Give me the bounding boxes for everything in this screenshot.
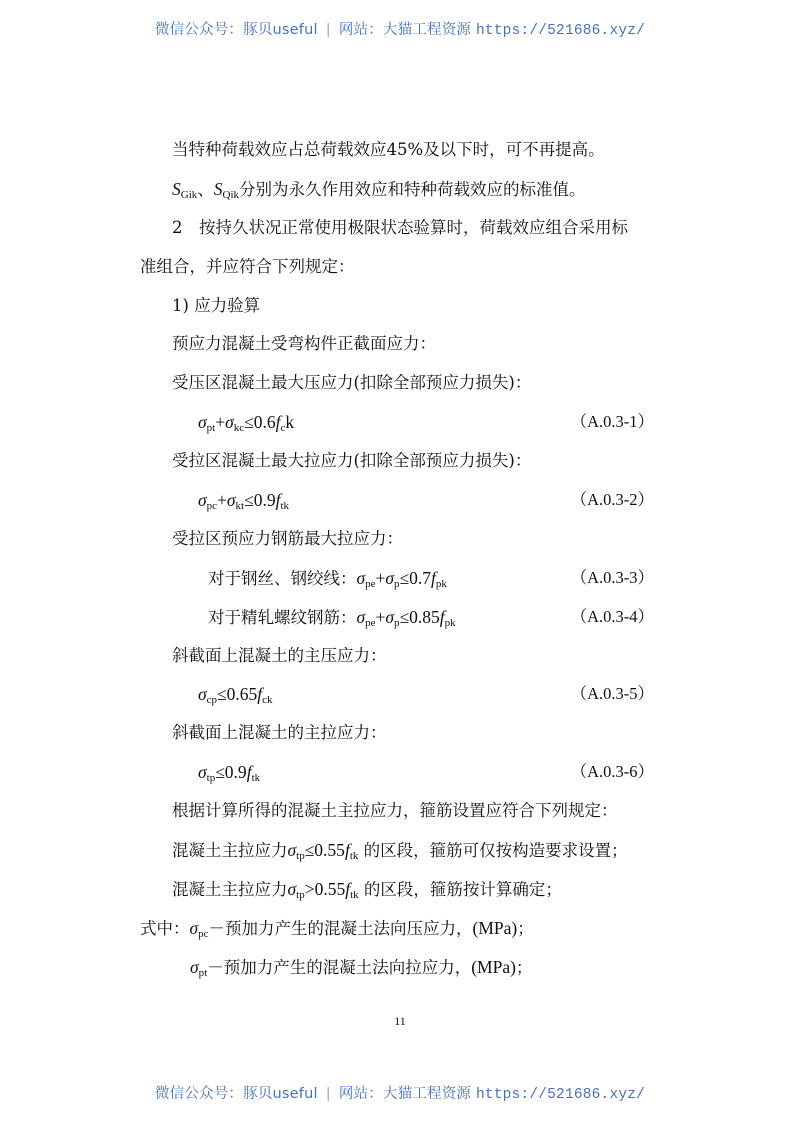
text-line bbox=[0, 714, 800, 753]
math-text: >0.55 bbox=[304, 878, 346, 899]
math-symbol bbox=[226, 490, 245, 513]
text-run: 混凝土主拉应力 bbox=[172, 841, 288, 861]
math-text: f bbox=[345, 878, 351, 899]
watermark-wechat: 微信公众号：豚贝useful bbox=[154, 22, 318, 38]
math-text: S bbox=[213, 178, 223, 199]
text-run: 预应力混凝土受弯构件正截面应力： bbox=[172, 334, 436, 354]
math-subscript: Gik bbox=[180, 188, 198, 201]
text-line bbox=[0, 520, 800, 559]
math-text: ≤0.65 bbox=[217, 684, 258, 705]
math-text: (MPa) bbox=[471, 956, 516, 977]
math-subscript: kc bbox=[233, 422, 245, 435]
text-line bbox=[0, 637, 800, 676]
text-run: 式中： bbox=[140, 918, 190, 938]
math-text: ≤0.85 bbox=[399, 606, 440, 627]
math-text: S bbox=[172, 178, 181, 199]
math-symbol bbox=[400, 568, 431, 588]
math-symbol bbox=[198, 762, 216, 785]
math-symbol bbox=[440, 607, 456, 627]
math-symbol bbox=[214, 179, 239, 199]
math-symbol bbox=[275, 412, 286, 435]
math-subscript: pe bbox=[365, 616, 376, 629]
math-text: + bbox=[217, 490, 227, 511]
text-line bbox=[0, 870, 800, 909]
math-text: σ bbox=[189, 917, 199, 938]
math-subscript: tp bbox=[296, 888, 305, 901]
math-subscript: pe bbox=[365, 577, 376, 590]
math-symbol bbox=[288, 879, 305, 899]
math-text: ≤0.9 bbox=[244, 490, 276, 511]
math-text: σ bbox=[356, 567, 366, 588]
math-symbol bbox=[172, 179, 197, 199]
math-text: σ bbox=[190, 956, 199, 977]
math-symbol bbox=[285, 412, 294, 432]
text-line bbox=[0, 170, 800, 209]
text-run: 受拉区预应力钢筋最大拉应力： bbox=[172, 528, 403, 548]
equation-number: （A.0.3-2） bbox=[570, 490, 654, 510]
math-text: (MPa) bbox=[472, 917, 518, 938]
document-body bbox=[0, 131, 800, 987]
math-subscript: tk bbox=[280, 500, 290, 513]
text-run: 准组合，并应符合下列规定： bbox=[140, 256, 355, 276]
math-symbol bbox=[344, 840, 359, 863]
text-line bbox=[0, 248, 800, 287]
math-symbol bbox=[246, 762, 261, 785]
watermark-separator: | bbox=[325, 1086, 331, 1102]
math-symbol bbox=[275, 490, 290, 513]
math-text: σ bbox=[198, 490, 207, 511]
math-text: σ bbox=[385, 606, 395, 627]
watermark-url: https://521686.xyz/ bbox=[475, 1087, 646, 1103]
text-line bbox=[0, 831, 800, 870]
math-text: σ bbox=[198, 412, 207, 433]
equation-number: （A.0.3-6） bbox=[570, 762, 654, 782]
math-text: k bbox=[285, 412, 295, 433]
math-text: σ bbox=[198, 684, 207, 705]
text-line bbox=[0, 287, 800, 326]
math-symbol bbox=[357, 568, 376, 588]
math-text: f bbox=[431, 567, 436, 588]
math-symbol bbox=[225, 412, 245, 435]
math-text: σ bbox=[287, 878, 297, 899]
equation-number: （A.0.3-3） bbox=[570, 567, 654, 587]
math-text: σ bbox=[225, 412, 234, 433]
math-symbol bbox=[376, 607, 386, 627]
math-symbol bbox=[287, 840, 305, 863]
text-run: 混凝土主拉应力 bbox=[172, 879, 288, 899]
watermark-site: 网站：大猫工程资源 bbox=[338, 1086, 472, 1102]
watermark-separator: | bbox=[325, 22, 331, 38]
math-text: σ bbox=[287, 840, 297, 861]
equation-number: （A.0.3-4） bbox=[570, 606, 654, 626]
text-run: －预加力产生的混凝土法向拉应力， bbox=[207, 957, 472, 977]
math-symbol bbox=[215, 412, 225, 432]
math-subscript: c bbox=[280, 422, 286, 435]
math-text: ≤0.55 bbox=[304, 840, 345, 861]
text-run: 对于精轧螺纹钢筋： bbox=[208, 607, 357, 627]
math-subscript: kt bbox=[235, 500, 245, 513]
text-run: 2 按持久状况正常使用极限状态验算时，荷载效应组合采用标 bbox=[172, 217, 628, 237]
math-subscript: pt bbox=[206, 422, 216, 435]
math-symbol bbox=[305, 879, 346, 899]
math-symbol bbox=[385, 607, 399, 627]
math-subscript: tp bbox=[296, 850, 305, 863]
text-run: 、 bbox=[197, 179, 214, 199]
math-text: f bbox=[246, 762, 252, 783]
math-symbol bbox=[357, 607, 376, 627]
math-symbol bbox=[473, 918, 518, 938]
math-subscript: tk bbox=[350, 888, 359, 901]
text-run: 斜截面上混凝土的主拉应力： bbox=[172, 723, 387, 743]
math-symbol bbox=[217, 684, 257, 704]
text-run: 受拉区混凝土最大拉应力(扣除全部预应力损失)： bbox=[172, 451, 532, 471]
formula-line bbox=[0, 598, 800, 637]
math-subscript: cp bbox=[206, 694, 218, 707]
equation-number: （A.0.3-5） bbox=[570, 684, 654, 704]
math-text: ≤0.7 bbox=[399, 567, 432, 588]
math-subscript: ck bbox=[262, 694, 273, 707]
math-text: σ bbox=[226, 490, 236, 511]
formula-line bbox=[0, 559, 800, 598]
text-run: 对于钢丝、钢绞线： bbox=[208, 568, 357, 588]
math-symbol bbox=[244, 490, 275, 510]
watermark-site: 网站：大猫工程资源 bbox=[338, 22, 472, 38]
math-text: ≤0.6 bbox=[244, 412, 276, 433]
math-text: σ bbox=[356, 606, 366, 627]
formula-line bbox=[0, 481, 800, 520]
math-subscript: pc bbox=[198, 927, 209, 940]
watermark-wechat: 微信公众号：豚贝useful bbox=[154, 1086, 318, 1102]
text-line bbox=[0, 364, 800, 403]
math-text: f bbox=[439, 606, 445, 627]
math-symbol bbox=[198, 684, 218, 707]
math-symbol bbox=[198, 490, 218, 513]
text-run: ； bbox=[517, 918, 534, 938]
formula-line bbox=[0, 403, 800, 442]
math-symbol bbox=[257, 684, 273, 707]
text-line bbox=[0, 909, 800, 948]
math-symbol bbox=[471, 957, 516, 977]
math-symbol bbox=[215, 762, 246, 782]
text-run: 受压区混凝土最大压应力(扣除全部预应力损失)： bbox=[172, 373, 532, 393]
math-symbol bbox=[305, 840, 345, 860]
math-symbol bbox=[400, 607, 440, 627]
math-symbol bbox=[376, 568, 386, 588]
text-run: －预加力产生的混凝土法向压应力， bbox=[208, 918, 473, 938]
math-text: + bbox=[215, 412, 226, 433]
text-line bbox=[0, 209, 800, 248]
watermark-footer bbox=[0, 1082, 800, 1103]
math-text: + bbox=[375, 567, 386, 588]
math-symbol bbox=[190, 957, 207, 977]
text-line bbox=[0, 442, 800, 481]
math-symbol bbox=[198, 412, 216, 435]
page-number: 11 bbox=[394, 1014, 406, 1028]
math-symbol bbox=[190, 918, 209, 938]
text-line bbox=[0, 792, 800, 831]
text-run: 根据计算所得的混凝土主拉应力，箍筋设置应符合下列规定： bbox=[172, 801, 618, 821]
text-line bbox=[0, 325, 800, 364]
formula-line bbox=[0, 675, 800, 714]
equation-number: （A.0.3-1） bbox=[570, 412, 654, 432]
math-text: f bbox=[344, 840, 350, 861]
math-text: ≤0.9 bbox=[215, 762, 247, 783]
formula-line bbox=[0, 753, 800, 792]
text-run: 斜截面上混凝土的主压应力： bbox=[172, 645, 387, 665]
math-subscript: tk bbox=[349, 850, 359, 863]
math-subscript: Qik bbox=[222, 188, 239, 201]
text-run: 当特种荷载效应占总荷载效应45%及以下时，可不再提高。 bbox=[172, 140, 605, 159]
math-symbol bbox=[217, 490, 227, 510]
text-line bbox=[0, 948, 800, 987]
math-text: σ bbox=[385, 567, 395, 588]
math-text: f bbox=[275, 412, 281, 433]
math-subscript: pc bbox=[206, 500, 218, 513]
math-subscript: pk bbox=[444, 616, 456, 629]
math-subscript: p bbox=[394, 616, 400, 629]
math-text: σ bbox=[198, 762, 207, 783]
math-symbol bbox=[345, 879, 358, 899]
math-subscript: tp bbox=[206, 772, 216, 785]
math-symbol bbox=[244, 412, 275, 432]
text-run: 1) 应力验算 bbox=[172, 295, 261, 315]
watermark-url: https://521686.xyz/ bbox=[475, 23, 646, 39]
math-subscript: tk bbox=[251, 772, 261, 785]
math-text: f bbox=[257, 684, 263, 705]
math-symbol bbox=[385, 568, 399, 588]
text-run: 分别为永久作用效应和特种荷载效应的标准值。 bbox=[239, 179, 586, 199]
text-line bbox=[0, 131, 800, 170]
watermark-header bbox=[0, 18, 800, 39]
text-run: 的区段，箍筋可仅按构造要求设置； bbox=[358, 841, 628, 861]
math-subscript: p bbox=[394, 577, 400, 590]
text-run: ； bbox=[515, 957, 533, 977]
math-text: f bbox=[275, 490, 281, 511]
text-run: 的区段，箍筋按计算确定； bbox=[358, 879, 562, 899]
math-text: + bbox=[375, 606, 386, 627]
math-symbol bbox=[431, 568, 447, 588]
math-subscript: pt bbox=[198, 966, 208, 979]
math-subscript: pk bbox=[435, 577, 447, 590]
